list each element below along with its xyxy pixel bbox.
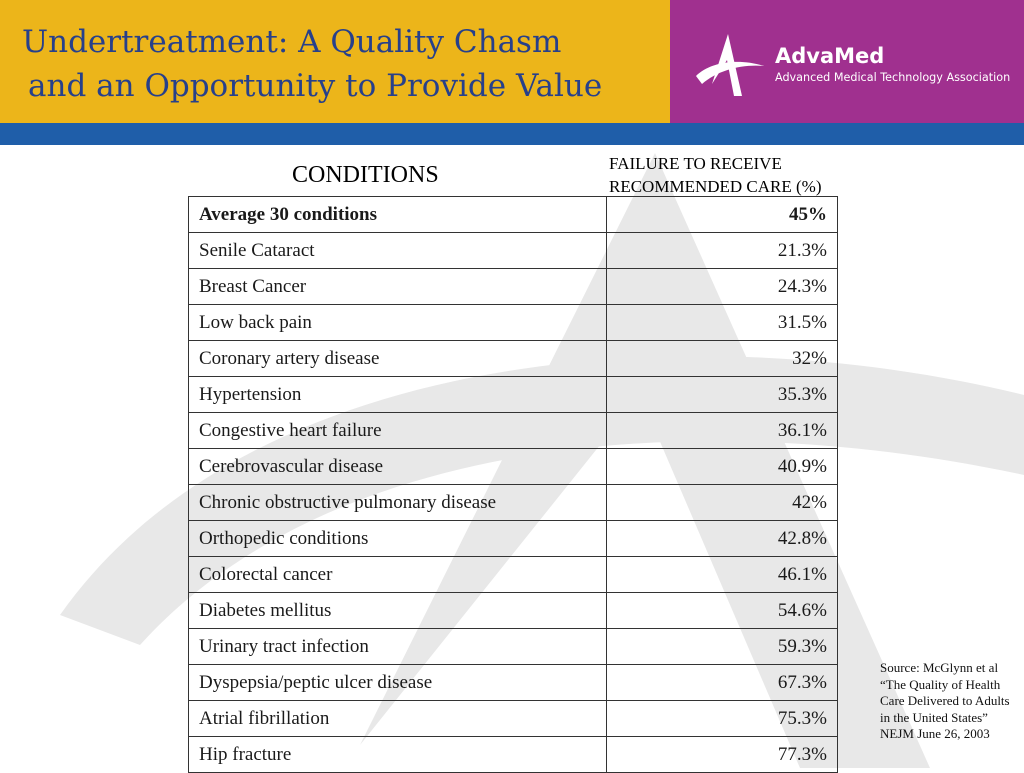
failure-rate-cell: 40.9% bbox=[607, 449, 838, 485]
condition-cell: Average 30 conditions bbox=[189, 197, 607, 233]
failure-rate-cell: 45% bbox=[607, 197, 838, 233]
header-divider-band bbox=[0, 123, 1024, 145]
slide-title bbox=[22, 20, 602, 108]
table-row bbox=[189, 233, 838, 269]
condition-cell: Coronary artery disease bbox=[189, 341, 607, 377]
failure-rate-cell: 67.3% bbox=[607, 665, 838, 701]
failure-rate-cell: 77.3% bbox=[607, 737, 838, 773]
condition-cell: Dyspepsia/peptic ulcer disease bbox=[189, 665, 607, 701]
table-row bbox=[189, 521, 838, 557]
slide-title-line-2: and an Opportunity to Provide Value bbox=[28, 68, 603, 104]
table-row bbox=[189, 305, 838, 341]
brand-tagline: Advanced Medical Technology Association bbox=[775, 71, 1011, 84]
title-panel bbox=[0, 0, 670, 123]
table-row bbox=[189, 593, 838, 629]
condition-cell: Hypertension bbox=[189, 377, 607, 413]
failure-column-header bbox=[609, 152, 822, 198]
table-row bbox=[189, 341, 838, 377]
table-row bbox=[189, 557, 838, 593]
table-row bbox=[189, 629, 838, 665]
table-row bbox=[189, 269, 838, 305]
condition-cell: Breast Cancer bbox=[189, 269, 607, 305]
condition-cell: Congestive heart failure bbox=[189, 413, 607, 449]
condition-cell: Low back pain bbox=[189, 305, 607, 341]
table-row-average bbox=[189, 197, 838, 233]
failure-rate-cell: 75.3% bbox=[607, 701, 838, 737]
brand-name: AdvaMed bbox=[775, 44, 885, 68]
slide-header bbox=[0, 0, 1024, 123]
table-row bbox=[189, 485, 838, 521]
failure-rate-cell: 31.5% bbox=[607, 305, 838, 341]
failure-rate-cell: 54.6% bbox=[607, 593, 838, 629]
failure-rate-cell: 36.1% bbox=[607, 413, 838, 449]
failure-rate-cell: 46.1% bbox=[607, 557, 838, 593]
condition-cell: Chronic obstructive pulmonary disease bbox=[189, 485, 607, 521]
table-row bbox=[189, 701, 838, 737]
failure-rate-cell: 35.3% bbox=[607, 377, 838, 413]
conditions-table bbox=[188, 196, 838, 773]
failure-rate-cell: 32% bbox=[607, 341, 838, 377]
table-row bbox=[189, 377, 838, 413]
failure-rate-cell: 42.8% bbox=[607, 521, 838, 557]
condition-cell: Urinary tract infection bbox=[189, 629, 607, 665]
condition-cell: Atrial fibrillation bbox=[189, 701, 607, 737]
slide-title-line-1: Undertreatment: A Quality Chasm bbox=[22, 24, 562, 60]
table-row bbox=[189, 665, 838, 701]
failure-rate-cell: 59.3% bbox=[607, 629, 838, 665]
advamed-a-logo-icon bbox=[694, 32, 766, 98]
condition-cell: Cerebrovascular disease bbox=[189, 449, 607, 485]
failure-rate-cell: 42% bbox=[607, 485, 838, 521]
failure-column-header-line-1: FAILURE TO RECEIVE bbox=[609, 154, 782, 173]
failure-rate-cell: 21.3% bbox=[607, 233, 838, 269]
conditions-column-header: CONDITIONS bbox=[292, 162, 439, 188]
condition-cell: Colorectal cancer bbox=[189, 557, 607, 593]
table-row bbox=[189, 413, 838, 449]
condition-cell: Orthopedic conditions bbox=[189, 521, 607, 557]
table-row bbox=[189, 737, 838, 773]
condition-cell: Senile Cataract bbox=[189, 233, 607, 269]
source-citation: Source: McGlynn et al “The Quality of Health Care Delivered to Adults in the United States” NEJM June 26, 2003 bbox=[880, 660, 1010, 741]
failure-rate-cell: 24.3% bbox=[607, 269, 838, 305]
table-row bbox=[189, 449, 838, 485]
condition-cell: Diabetes mellitus bbox=[189, 593, 607, 629]
failure-column-header-line-2: RECOMMENDED CARE (%) bbox=[609, 177, 822, 196]
condition-cell: Hip fracture bbox=[189, 737, 607, 773]
